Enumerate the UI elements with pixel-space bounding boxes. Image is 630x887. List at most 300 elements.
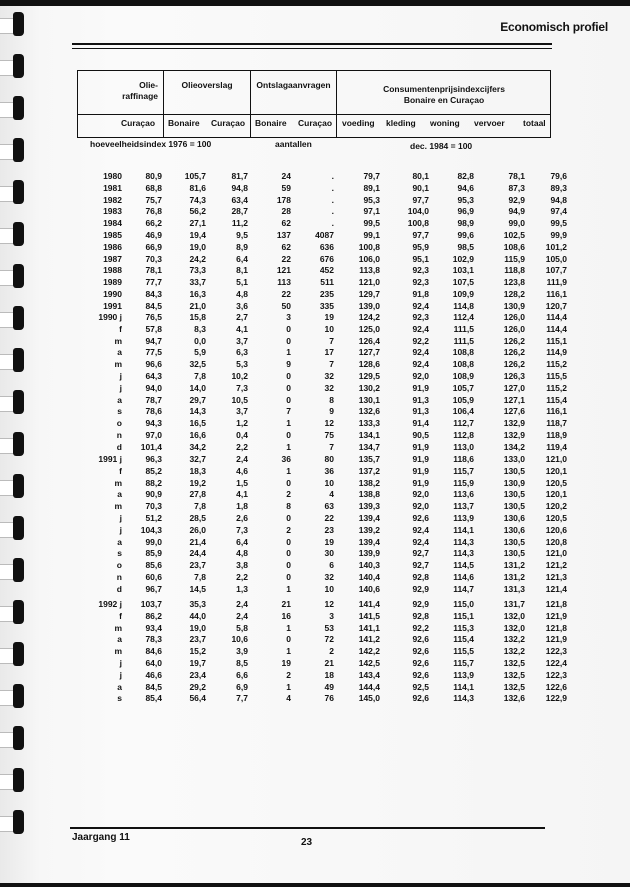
table-cell: 92,0 [412,501,429,512]
table-cell: 139,4 [358,513,380,523]
table-cell: 114,6 [453,572,474,582]
table-cell: 108,8 [452,347,474,358]
table-cell: 91,8 [412,289,429,299]
table-cell: 92,6 [412,658,429,668]
table-cell: 28,5 [189,513,206,523]
table-cell: 134,2 [503,441,525,452]
table-cell: 2,2 [236,441,248,452]
table-cell: 102,5 [503,230,525,240]
table-row [0,658,630,669]
table-cell: 127,6 [503,406,525,417]
table-cell: 93,4 [145,622,162,633]
table-cell: 99,0 [145,536,162,547]
row-period: 1989 [103,277,122,288]
table-cell: 1 [286,347,291,358]
row-period: f [119,465,122,476]
table-cell: . [331,194,334,205]
group-cpi [337,84,551,106]
table-cell: 114,8 [453,300,474,311]
table-cell: 114,3 [453,536,474,547]
table-cell: 92,6 [412,646,429,657]
table-cell: 2 [286,524,291,535]
row-period: 1991 [103,300,122,311]
table-cell: 0,0 [194,335,206,346]
table-cell: 122,3 [545,669,567,680]
table-cell: 142,5 [358,658,380,668]
table-cell: 94,6 [457,182,474,193]
group-label-line1: Olie- [139,80,158,90]
subcol-curacao-ontslag: Curaçao [298,118,333,128]
table-cell: 99,5 [550,218,567,229]
table-cell: 178 [276,194,291,205]
table-cell: 138,8 [358,489,380,500]
table-cell: 114,5 [453,560,474,571]
table-cell: 27,1 [189,218,206,229]
row-period: 1987 [103,253,122,264]
subcol-curacao-overslag: Curaçao [211,118,246,128]
table-cell: 112,4 [453,312,474,322]
table-cell: 33,7 [189,277,206,288]
table-cell: 130,5 [503,489,525,500]
table-cell: 5,8 [236,622,248,633]
table-cell: 87,3 [508,182,525,193]
table-row [0,383,630,394]
table-cell: 128,6 [358,359,380,370]
table-cell: 2,2 [236,572,248,582]
table-cell: 53 [324,622,334,633]
table-row [0,646,630,657]
binder-ring [0,774,14,790]
table-cell: 6,4 [236,253,248,264]
table-cell: 21,0 [189,300,206,311]
table-cell: 120,1 [545,465,567,476]
row-period: 1983 [103,206,122,217]
table-cell: 115,5 [546,371,567,381]
table-cell: 0 [286,548,291,559]
table-cell: 113,6 [453,489,474,500]
table-cell: 120,6 [545,524,567,535]
table-cell: 7,7 [236,693,248,704]
row-period: d [116,583,122,594]
table-cell: 108,9 [452,371,474,381]
table-cell: 123,8 [503,277,525,288]
table-cell: 7 [329,441,334,452]
group-label-line2: Bonaire en Curaçao [403,95,485,105]
table-row [0,489,630,500]
table-cell: 118,8 [504,265,525,276]
table-cell: 139,0 [358,300,380,311]
table-cell: 115,7 [453,465,474,476]
header-row-divider [78,114,550,115]
row-period: s [117,406,122,417]
table-cell: 88,2 [145,477,162,488]
table-cell: 92,6 [412,634,429,645]
table-cell: 21 [281,599,291,609]
table-cell: 103,1 [452,265,474,276]
table-cell: 335 [319,300,334,311]
table-cell: 0 [286,371,291,381]
table-cell: 68,8 [145,182,162,193]
table-cell: 120,8 [545,536,567,547]
row-period: a [117,634,122,645]
table-cell: 72 [324,634,334,645]
table-cell: 103,7 [140,599,162,609]
table-cell: 92,5 [412,681,429,692]
footer-rule [70,827,545,829]
table-cell: 106,0 [358,253,380,264]
row-period: f [119,610,122,621]
table-cell: 15,2 [189,646,206,657]
table-cell: 8,1 [236,265,248,276]
table-cell: 104,3 [140,524,162,535]
table-cell: 129,7 [358,289,380,299]
row-period: m [114,622,122,633]
table-cell: 124,2 [358,312,380,322]
table-cell: 94,0 [145,382,162,393]
table-cell: 122,3 [545,646,567,657]
table-cell: 108,8 [452,359,474,370]
table-row [0,584,630,595]
table-cell: 130,5 [503,548,525,559]
table-cell: 118,6 [453,454,474,464]
table-cell: 46,9 [145,230,162,240]
table-cell: 94,9 [508,206,525,217]
table-cell: 91,9 [412,454,429,464]
table-cell: 10,6 [231,634,248,645]
table-cell: 120,5 [545,477,567,488]
table-row [0,513,630,524]
table-row [0,359,630,370]
table-cell: 78,1 [508,171,525,181]
table-cell: 2 [286,489,291,500]
table-cell: 105,0 [545,253,567,264]
table-cell: 92,0 [412,371,429,381]
table-cell: 3,9 [236,646,248,657]
table-cell: 19,0 [189,241,206,252]
table-cell: 114,9 [546,347,567,358]
row-period: j [119,524,122,535]
table-cell: 121,0 [358,277,380,288]
group-label-line1: Consumentenprijsindexcijfers [383,84,505,94]
table-row [0,454,630,465]
table-row [0,693,630,704]
row-period: 1992 j [98,599,122,609]
table-cell: 14,5 [189,583,206,594]
row-period: 1981 [103,182,122,193]
table-cell: 32,5 [189,359,206,370]
table-cell: 23,7 [189,634,206,645]
table-cell: 29,2 [189,681,206,692]
table-cell: 114,3 [453,548,474,559]
table-cell: 0 [286,536,291,547]
table-cell: 109,9 [452,289,474,299]
table-cell: 122,4 [545,658,567,668]
binder-ring [0,144,14,160]
table-cell: 143,4 [358,669,380,680]
table-cell: 107,7 [545,265,567,276]
table-cell: 130,2 [358,382,380,393]
table-cell: 82,8 [457,171,474,181]
table-cell: 144,4 [358,681,380,692]
table-cell: 76,8 [145,206,162,217]
table-cell: 1 [286,646,291,657]
table-cell: 92,8 [412,572,429,582]
table-cell: 4,8 [236,289,248,299]
table-cell: 44,0 [189,610,206,621]
table-cell: 96,3 [145,454,162,464]
table-cell: 70,3 [145,253,162,264]
table-cell: 8,5 [236,658,248,668]
table-row [0,395,630,406]
table-cell: 80,1 [412,171,429,181]
table-cell: 34,2 [189,441,206,452]
table-row [0,242,630,253]
table-cell: 92,9 [508,194,525,205]
table-cell: 92,4 [412,524,429,535]
table-cell: 95,3 [363,194,380,205]
table-row [0,599,630,610]
table-cell: 6 [329,560,334,571]
table-cell: 92,6 [412,513,429,523]
row-period: 1982 [103,194,122,205]
row-period: n [116,572,122,582]
table-cell: 51,2 [145,513,162,523]
table-cell: 119,4 [546,441,567,452]
table-cell: 59 [281,182,291,193]
row-period: j [119,669,122,680]
table-cell: 126,2 [503,335,525,346]
table-row [0,171,630,182]
table-cell: 62 [281,241,291,252]
table-cell: 4,1 [236,489,248,500]
row-period: j [119,371,122,381]
table-cell: 81,6 [189,182,206,193]
table-cell: 85,2 [145,465,162,476]
table-cell: 84,3 [145,289,162,299]
table-cell: 24,2 [189,253,206,264]
scan-edge-top [0,0,630,6]
table-cell: 78,7 [145,394,162,405]
table-cell: 130,5 [503,465,525,476]
table-cell: 96,9 [457,206,474,217]
table-row [0,265,630,276]
table-cell: 128,2 [503,289,525,299]
table-cell: 24 [281,171,291,181]
table-cell: 114,7 [453,583,474,594]
row-period: 1991 j [98,454,122,464]
table-cell: 0 [286,513,291,523]
table-cell: 30 [324,548,334,559]
table-cell: 95,9 [412,241,429,252]
table-cell: 91,3 [412,394,429,405]
table-cell: 17 [324,347,334,358]
table-cell: 108,6 [503,241,525,252]
table-cell: 132,2 [503,646,525,657]
table-cell: 120,1 [545,489,567,500]
table-cell: 2,4 [236,454,248,464]
table-cell: 79,6 [550,171,567,181]
table-cell: 129,5 [358,371,380,381]
table-cell: 84,5 [145,300,162,311]
table-cell: 16,5 [189,418,206,429]
table-cell: 1 [286,465,291,476]
binder-hole [13,726,24,750]
table-cell: 2,6 [236,513,248,523]
table-cell: 113,0 [453,441,474,452]
table-row [0,670,630,681]
table-cell: 132,9 [503,430,525,440]
binder-ring [0,60,14,76]
table-cell: 7 [286,406,291,417]
table-cell: 91,4 [412,418,429,429]
table-cell: 141,1 [358,622,380,633]
table-cell: 8 [329,394,334,405]
table-cell: 139,9 [358,548,380,559]
table-cell: 97,4 [550,206,567,217]
subcol-vervoer: vervoer [474,118,505,128]
table-cell: 452 [319,265,334,276]
table-cell: 134,7 [358,441,380,452]
table-cell: 113,9 [453,669,474,680]
table-cell: 78,6 [145,406,162,417]
table-cell: 7 [329,335,334,346]
row-period: s [117,693,122,704]
table-cell: 97,7 [412,194,429,205]
table-cell: 98,9 [457,218,474,229]
table-row [0,254,630,265]
table-row [0,206,630,217]
table-cell: 118,9 [546,430,567,440]
table-cell: 28 [281,206,291,217]
table-row [0,371,630,382]
table-cell: 27,8 [189,489,206,500]
row-period: 1984 [103,218,122,229]
table-cell: 8,9 [236,241,248,252]
table-cell: 21,4 [189,536,206,547]
table-cell: 1 [286,441,291,452]
table-cell: 18 [324,669,334,680]
binder-ring [0,18,14,34]
table-row [0,347,630,358]
subcol-woning: woning [430,118,460,128]
table-cell: 92,7 [412,548,429,559]
table-cell: 139,4 [358,536,380,547]
table-cell: 10,2 [231,371,248,381]
table-cell: 92,4 [412,536,429,547]
page-number: 23 [301,837,313,848]
table-cell: 29,7 [189,394,206,405]
row-period: m [114,477,122,488]
table-cell: 121,2 [545,560,567,571]
table-cell: 60,6 [145,572,162,582]
binder-ring [0,732,14,748]
row-period: a [117,536,122,547]
table-cell: 77,5 [145,347,162,358]
table-cell: 113 [277,277,291,288]
table-row [0,466,630,477]
table-cell: 81,7 [231,171,248,181]
table-cell: 115,9 [504,253,525,264]
table-cell: 7,8 [194,501,206,512]
table-cell: 137,2 [358,465,380,476]
table-cell: 92,3 [412,277,429,288]
section-title: Economisch profiel [500,20,608,34]
table-cell: 22 [324,513,334,523]
table-row [0,218,630,229]
table-cell: 121,0 [545,454,567,464]
table-cell: 127,1 [503,394,525,405]
table-cell: 32,7 [189,454,206,464]
table-cell: 121,8 [545,622,567,633]
table-cell: 76 [324,693,334,704]
unit-label-index: hoeveelheidsindex 1976 = 100 [90,139,212,149]
table-cell: 0 [286,394,291,405]
row-period: m [114,501,122,512]
binder-hole [13,768,24,792]
table-cell: 130,5 [503,501,525,512]
header-rule-thin [72,48,552,49]
table-cell: 4 [286,693,291,704]
binder-hole [13,12,24,36]
table-row [0,537,630,548]
table-cell: 64,3 [145,371,162,381]
table-cell: 133,0 [503,454,525,464]
table-cell: 114,3 [453,693,474,704]
unit-label-cpi: dec. 1984 = 100 [410,141,473,151]
table-cell: 97,7 [412,230,429,240]
table-cell: 92,9 [412,599,429,609]
header-rule [72,43,552,45]
table-cell: 9 [329,406,334,417]
table-cell: 141,5 [358,610,380,621]
table-cell: 98,5 [457,241,474,252]
table-cell: 140,3 [358,560,380,571]
table-cell: 3,6 [236,300,248,311]
table-cell: 139,2 [358,524,380,535]
table-cell: 8,3 [194,323,206,334]
row-period: 1990 j [98,312,122,322]
table-cell: 19,2 [189,477,206,488]
row-period: m [114,335,122,346]
table-cell: 116,1 [546,406,567,417]
table-cell: 80,9 [145,171,162,181]
table-row [0,324,630,335]
table-cell: 11,2 [231,218,248,229]
table-cell: 91,9 [412,477,429,488]
table-cell: 105,7 [452,382,474,393]
table-cell: 115,1 [453,610,474,621]
table-cell: 4,8 [236,548,248,559]
scan-edge-bottom [0,883,630,887]
row-period: f [119,323,122,334]
table-cell: 1 [286,418,291,429]
table-cell: 126,0 [503,323,525,334]
table-cell: 96,6 [145,359,162,370]
table-cell: 106,4 [452,406,474,417]
table-cell: 92,4 [412,347,429,358]
table-cell: 1 [286,681,291,692]
table-cell: 121,3 [545,572,567,582]
table-row [0,406,630,417]
group-label-line1: Ontslagaanvragen [256,80,331,90]
row-period: 1988 [103,265,122,276]
table-cell: 131,2 [503,572,525,582]
group-ontslagaanvragen [251,80,336,91]
table-row [0,548,630,559]
table-cell: 3 [286,312,291,322]
table-cell: 10,5 [231,394,248,405]
table-cell: 114,1 [453,681,474,692]
